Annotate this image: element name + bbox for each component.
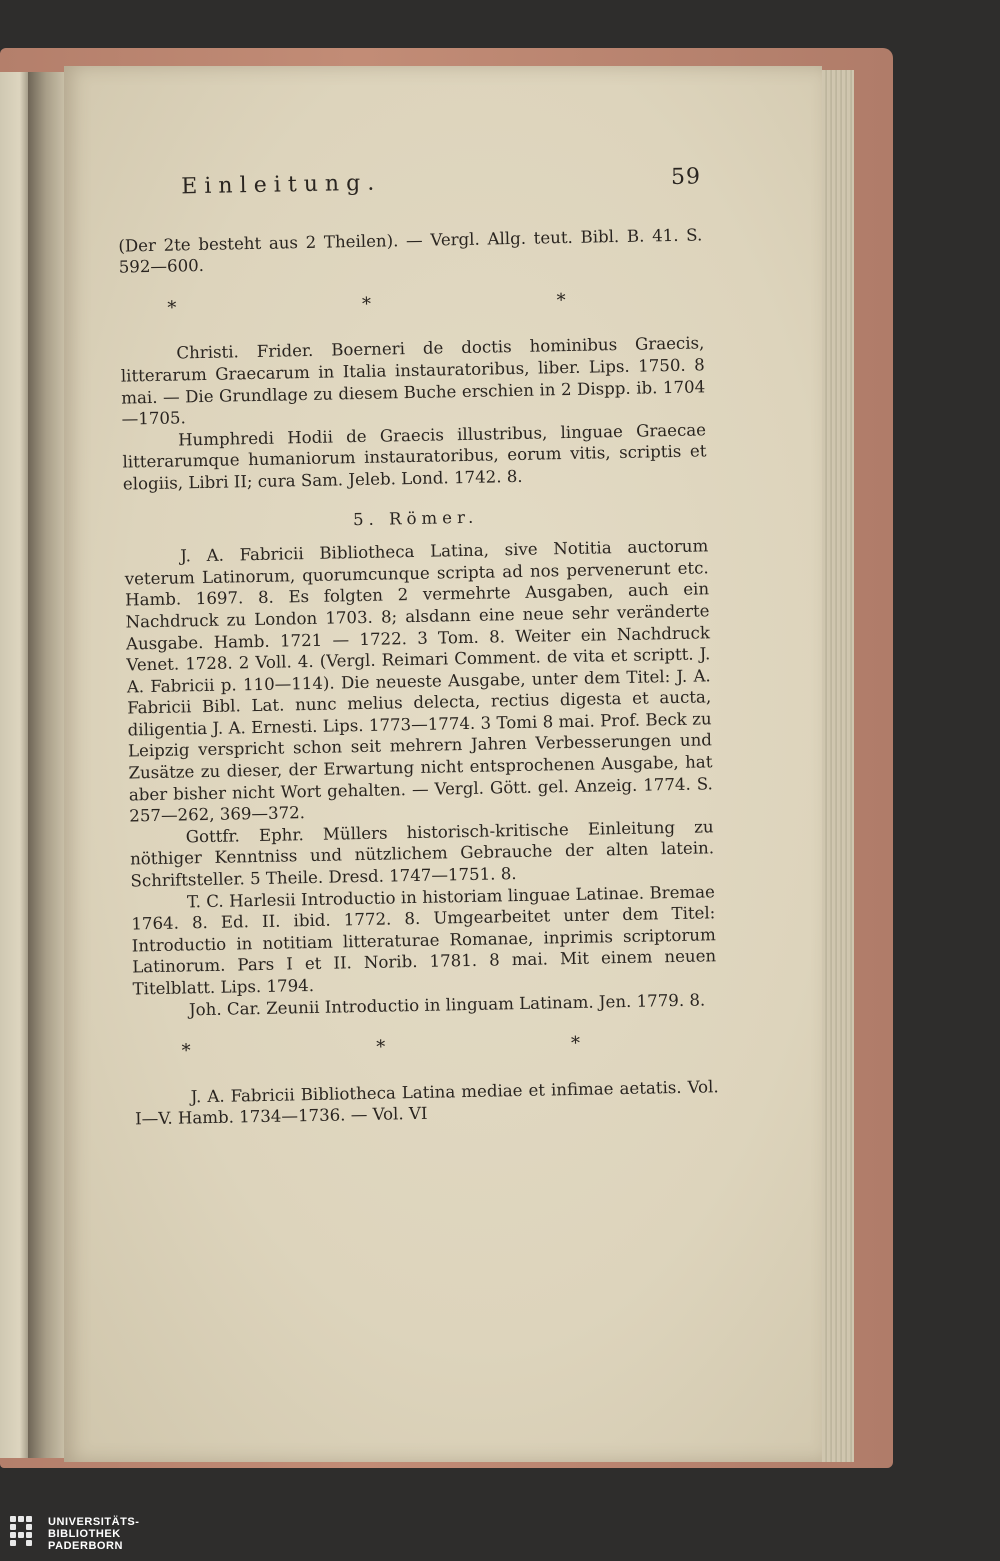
book-gutter — [28, 72, 68, 1458]
page-text — [117, 166, 719, 1130]
paragraph: J. A. Fabricii Bibliotheca Latina mediae et infimae aetatis. Vol. I—V. Hamb. 1734—1736. — Vol. VI — [134, 1077, 719, 1129]
paragraph: Joh. Car. Zeunii Introductio in linguam Latinam. Jen. 1779. 8. — [188, 990, 706, 1019]
page-number: 59 — [670, 164, 702, 190]
separator-stars: * * * — [167, 288, 656, 319]
section-heading: 5. Römer. — [352, 507, 479, 529]
library-logo-text — [48, 1516, 140, 1552]
separator-stars: * * * — [181, 1031, 671, 1062]
paragraph: Christi. Frider. Boerneri de doctis hominibus Graecis, litterarum Graecarum in Italia instauratoribus, liber. Lips. 1750. 8 mai. — Die Grundlage zu diesem Buche erschien in 2 Dispp. ib. 1704—1705. — [120, 333, 706, 429]
library-logo-line: UNIVERSITÄTS- — [48, 1516, 140, 1528]
paragraph: Humphredi Hodii de Graecis illustribus, linguae Graecae litterarumque humaniorum instauratoribus, eorum vitis, scriptis et elogiis, Libri II; cura Sam. Jeleb. Lond. 1742. 8. — [122, 420, 707, 494]
library-logo-line: BIBLIOTHEK — [48, 1528, 121, 1540]
paragraph: Gottfr. Ephr. Müllers historisch-kritische Einleitung zu nöthiger Kenntniss und nützlichem Gebrauche der alten latein. Schriftsteller. 5 Theile. Dresd. 1747—1751. 8. — [129, 817, 715, 891]
paragraph: T. C. Harlesii Introductio in historiam linguae Latinae. Bremae 1764. 8. Ed. II. ibid. 1772. 8. Umgearbeitet unter dem Titel: Introductio in notitiam litteraturae Romanae, inprimis scriptorum Latinorum. Pars I et II. Norib. 1781. 8 mai. Mit einem neuen Titelblatt. Lips. 1794. — [131, 881, 717, 999]
paragraph: J. A. Fabricii Bibliotheca Latina, sive Notitia auctorum veterum Latinorum, quorumcunque scripta ad nos pervenerunt etc. Hamb. 1697. 8. Es folgten 2 vermehrte Ausgaben, auch ein Nachdruck zu London 1703. 8; alsdann eine neue sehr veränderte Ausgabe. Hamb. 1721 — 1722. 3 Tom. 8. Weiter ein Nachdruck Venet. 1728. 2 Voll. 4. (Vergl. Reimari Comment. de vita et scriptt. J. A. Fabricii p. 110—114). Die neueste Ausgabe, unter dem Titel: J. A. Fabricii Bibl. Lat. nunc melius delecta, rectius digesta et aucta, diligentia J. A. Ernesti. Lips. 1773—1774. 3 Tomi 8 mai. Prof. Beck zu Leipzig verspricht schon seit mehrern Jahren Verbesserungen und Zusätze zu dieser, der Erwartung nicht entsprochenen Ausgabe, hat aber bisher nicht Wort gehalten. — Vergl. Gött. gel. Anzeig. 1774. S. 257—262, 369—372. — [124, 536, 713, 826]
library-logo-line: PADERBORN — [48, 1540, 124, 1552]
page-block-edge — [818, 70, 854, 1462]
library-logo — [10, 1516, 140, 1552]
paragraph: (Der 2te besteht aus 2 Theilen). — Vergl. Allg. teut. Bibl. B. 41. S. 592—600. — [118, 224, 703, 277]
library-logo-icon — [10, 1516, 38, 1552]
running-head-title: Einleitung. — [181, 170, 382, 200]
left-page-edge — [0, 72, 28, 1458]
